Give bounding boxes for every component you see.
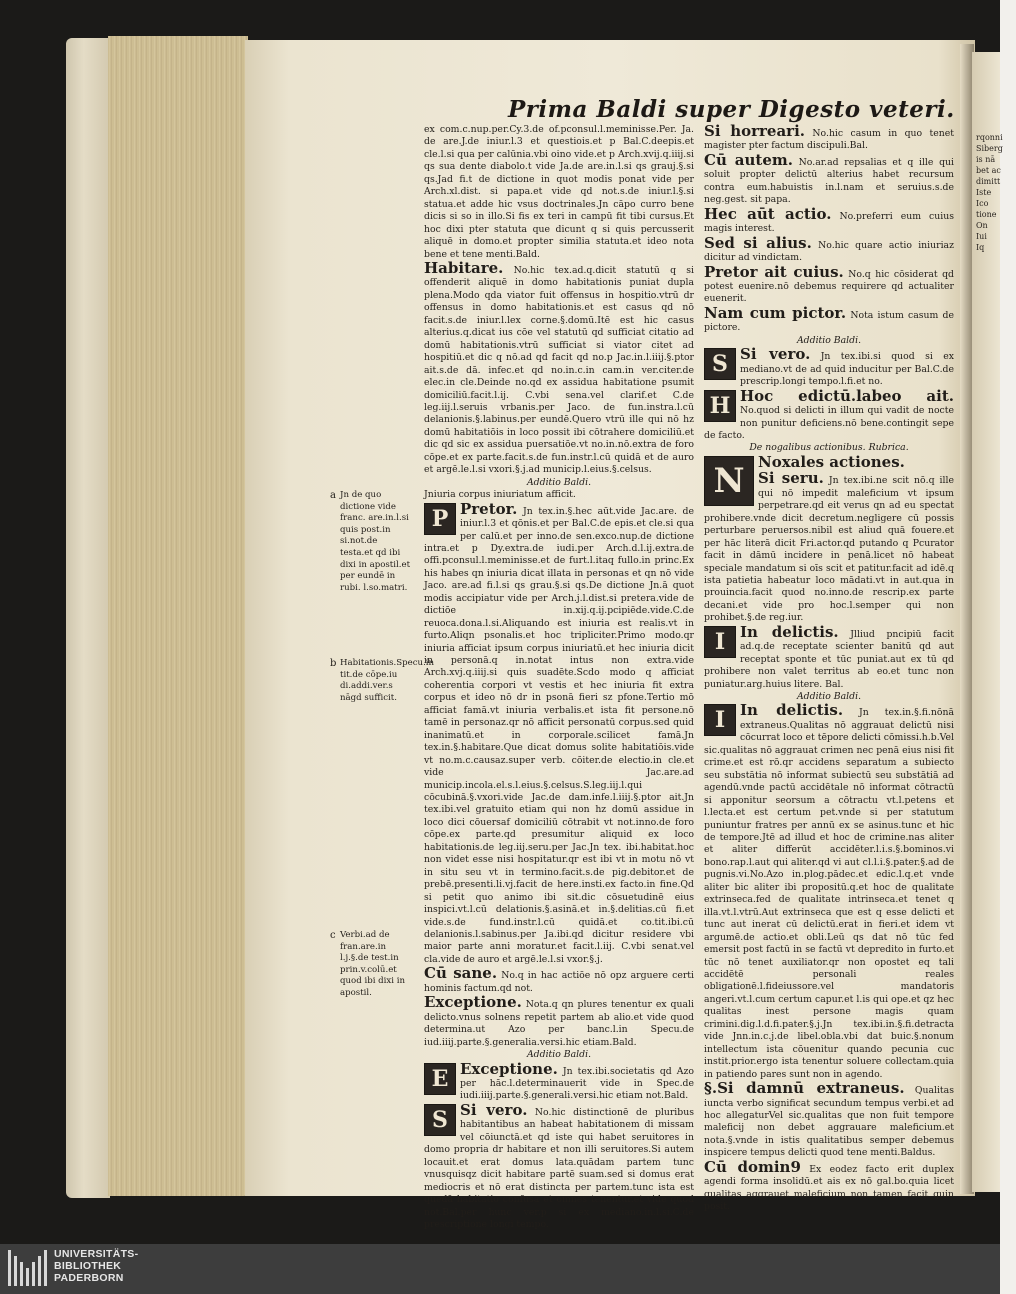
decorated-initial-s2: S	[704, 348, 736, 380]
decorated-initial-i: I	[704, 626, 736, 658]
decorated-initial-p: P	[424, 503, 456, 535]
lemma-si-seru: Si seru.	[758, 469, 824, 488]
lemma-pretor: Pretor.	[460, 499, 518, 518]
right-para-2	[704, 150, 954, 207]
decorated-initial-h: H	[704, 390, 736, 422]
library-logo-text	[54, 1248, 138, 1284]
text-cum-autem: No.ar.ad repsalias et q ille qui soluit propter delictū alterius habet recursum contra eum.habuistis in.l.nam et seruius.s.de neg.gest. sit papa.	[704, 156, 954, 206]
left-para-4	[424, 499, 694, 967]
lemma-pretor-ait: Pretor ait cuius.	[704, 262, 844, 281]
right-para-11	[704, 703, 954, 1081]
margin-marker-b: b	[330, 658, 337, 669]
lemma-cum-domin: Cū domin9	[704, 1157, 801, 1176]
margin-note-b: Habitationis.Specu.in tit.de cōpe.iu di.addi.ver.s nāgd sufficit.	[340, 658, 435, 703]
text-si-damnu: Qualitas iuncta verbo significat secundum tempus verbi.et ad hoc allegaturVel sic.qualitas que non fuit tempore maleficij non debet aggrauare maleficium.et nota.§.vnde in istis qualitatibus semper debemus inspicere tempus delicti quod tene menti.Baldus.	[704, 1085, 954, 1159]
text-si-seru: Jn tex.ibi.ne scit nō.q ille qui nō impedit maleficium vt ipsum perpetrare.qd eit verus qn ad eu spectat prohibere.vnde dicit decretum.negligere cū possis perturbare peruersos.nibil est aliud quā fouere.et per hāc literā dicit Fri.actor.qd putando q Pcurator facit in dāmū incidere in penā.licet nō habeat speciale mandatum si oīs scit et patitur.facit ad idē.q ista patietia habeatur loco mādati.vt in aut.qua in prouincia.facit quod no.inno.de rescrip.ex parte decani.et vide pro hoc.l.semper qui non prohibet.§.de reg.iur.	[704, 475, 954, 624]
decorated-initial-n: N	[704, 456, 754, 506]
page-fore-edge	[108, 36, 248, 1196]
right-para-13	[704, 1157, 954, 1214]
addition-heading-2: Additio Baldi.	[526, 1049, 592, 1061]
library-footer	[0, 1244, 1000, 1294]
text-pretor-ait: No.q hic cōsiderat qd potest euenire.nō debemus requirere qd actualiter euenerit.	[704, 268, 954, 305]
left-column	[424, 124, 694, 1231]
right-para-9	[704, 452, 954, 625]
lemma-si-vero: Si vero.	[460, 1100, 528, 1119]
text-si-vero-right: Jn tex.ibi.si quod si ex mediano.vt de ad quid inducitur per Bal.C.de prescrip.longi tempo.l.fi.et no.	[740, 351, 954, 388]
right-column	[704, 124, 954, 1214]
rubric-title: De nogalibus actionibus.	[749, 442, 866, 454]
text-cum-sane: No.q in hac actiōe nō opz arguere certi hominis factum.qd not.	[424, 970, 694, 994]
text-si-horreari: No.hic casum in quo tenet magister pter factum discipuli.Bal.	[704, 128, 954, 152]
book-cover-edge	[66, 38, 110, 1198]
left-para-7	[424, 1059, 694, 1103]
text-hec-aut: No.preferri eum cuius magis interest.	[704, 210, 954, 235]
library-logo-icon	[8, 1250, 50, 1286]
lemma-habitare: Habitare.	[424, 258, 504, 277]
text-exceptione-1: Nota.q qn plures tenentur ex quali delicto.vnus solnens repetit partem ab alio.et vide quod determina.ut Azo per banc.l.in Specu.de iud.iiij.parte.§.generalia.versi.hic etiam.Bald.	[424, 999, 694, 1048]
lemma-si-horreari: Si horreari.	[704, 122, 806, 140]
right-para-5	[704, 262, 954, 306]
decorated-initial-e: E	[424, 1063, 456, 1095]
right-addition-heading-1: Additio Baldi.	[796, 334, 862, 346]
lemma-cum-sane: Cū sane.	[424, 964, 498, 983]
lemma-si-damnu: §.Si damnū extraneus.	[704, 1079, 905, 1098]
text-sed-si-alius: No.hic quare actio iniuriaz dicitur ad vindictam.	[704, 239, 954, 264]
running-head: Prima Baldi super Digesto veteri.	[508, 96, 955, 123]
text-hoc-edictu: No.quod si delicti in illum qui vadit de nocte non punitur deficiens.nō bene.contingit sepe de facto.	[704, 405, 954, 441]
lemma-si-vero-right: Si vero.	[740, 345, 811, 364]
lemma-in-delictis-1: In delictis.	[740, 622, 839, 641]
text-habitare: No.hic tex.ad.q.dicit statutū q si offenderit aliquē in domo habitationis puniat dupla plena.Modo qda viator fuit offensus in hospitio.vtrū dr offensus in domo habitationis.et est casus qd nō facit.s.de iniur.l.lex corne.§.domū.Itē est hic casus alterius.q.dicat ius cōe vel statutū qd sufficiat citatio ad domū habitationis.vtrū sufficiat si viator citet ad hospitiū.et dic q nō.ad qd facit qd no.p Jac.in.l.iiij.§.ptor ait.s.de dā. infec.et qd no.in.c.in cam.in ver.citer.de elec.in cle.Deinde no.qd ex assidua habitatione psumit domiciliū.facit.l.ij. C.vbi sena.vel clarif.et C.de leg.iij.l.seruis vrbanis.per Jaco. de fun.instra.l.cū delanionis.§.labinus.per eundē.Quero vtrū ille qui nō hz domū habitatiōis in loco possit ibi cōtrahere domiciliū.et dic qd sic ex assidua puersatiōe.vt no.in.nō.extra de foro cōpe.et ex parte.facit.s.de fun.instr.l.cū quidā et de auro et argē.le.l.si vxori.§.j.ad municip.l.eius.§.celsus.	[424, 264, 694, 476]
right-para-10	[704, 622, 954, 691]
left-para-1: ex com.c.nup.per.Cy.3.de of.pconsul.l.meminisse.Per. Ja. de are.J.de iniur.l.3 et questiois.et p Bal.C.deepis.et cle.l.si qua per calūnia.vbi oino vide.et p Arch.xvij.q.iiij.si qs sua dente diabolo.t vide Ja.de are.in.l.si qs grauj.§.si qs.Jad fi.t de dictione in quot modis ponat vide per Arch.xl.dist. si papa.et vide qd not.s.de iniur.l.§.si statua.et adde hic vsus doctrinales.Jn cāpo curro bene dicis si so in illo.Si fis ex teri in campū fit tibi cursus.Et hoc dixi pter statuta que dicunt q si quis percusserit aliquē in domo.et propter similia statuta.et ideo nota bene et tene menti.Bald.	[424, 124, 694, 260]
lemma-exceptione-2: Exceptione.	[460, 1059, 558, 1078]
left-para-5	[424, 966, 694, 995]
lemma-hoc-edictu: Hoc edictū.labeo ait.	[740, 386, 954, 405]
margin-marker-a: a	[330, 490, 336, 501]
lemma-cum-autem: Cū autem.	[704, 150, 793, 169]
logo-line-1: UNIVERSITÄTS-	[54, 1248, 139, 1260]
lemma-nam-cum: Nam cum pictor.	[704, 303, 847, 322]
decorated-initial-i2: I	[704, 704, 736, 736]
text-si-vero: No.hic distinctionē de pluribus habitantibus an habeat habitationem di missam vel cōiunctā.et qd iste qui habet seruitores in domo propria dr habitare et non illi seruitores.Si autem locauit.et erat domus lata.quādam partem tunc vnusquisqz dicit habitare partē suam.sed si domus erat mediocris et nō erat distincta per partem.tunc ista est quedā habitatio confusa et omnes tenentur.et vide quod not.Bal.per hunc ver.p si ex mediano.in.l.si.C.de prescriptione longi tempo.	[424, 1106, 694, 1230]
right-para-12	[704, 1081, 954, 1160]
left-para-8	[424, 1100, 694, 1232]
right-para-7	[704, 347, 954, 388]
logo-line-2: BIBLIOTHEK	[54, 1260, 122, 1272]
right-para-4	[704, 233, 954, 265]
text-in-delictis-2: Jn tex.in.§.fi.nōnā extraneus.Qualitas nō aggrauat delictū nisi cōcurrat loco et tēpore delicti cōmissi.h.b.Vel sic.qualitas nō aggrauat crimen nec penā eius nisi fit crime.et est rō.qr accidens separatum a subiecto seu substātia nō informat subiectū seu substātiā ad agendū.vnde pactū accidētale nō informat cōtractū si apponitur seorsum a cōtractu vt.l.petens et l.lecta.et est certum pet.vnde si per statutum puniuntur fratres per annū ex se asinus.tunc et hic de tempore.Jtē ad illud et hoc de crimine.nas aliter et aliter differūt accidēter.l.i.s.§.bominos.vi bono.rap.l.aut qui aliter.qd vi aut cl.l.i.§.pater.§.ad de pugnis.vi.No.Azo in.plog.pādec.et edic.l.q.et vnde aliter bic aliter ibi propositū.q.et hoc de qualitate extrinseca.fed de qualitate intrinseca.et tenet q illa.vt.l.vtrū.Aut extrinseca que est q esse delicti et tunc aut inerat cū delictū.erat in fieri.et idem vt argumē.de actio.et obli.Leū qs dat nō tūc fed emersit post factū in se factū vt depredito in furto.et tūc nō tenet auxiliator.qr non opostet eq tali accidētē personali reales obligationē.l.fideiussore.vel mandatoris angeri.vt.l.cum certum capur.et l.is qui ope.et qz hec qualitas inest persone magis quam crimini.dig.l.d.fi.pater.§.j.Jn tex.ibi.in.§.fi.detracta vide Jnn.in.c.j.de libel.obla.vbi dat buic.§.nonum intellectum ista cōuenitur quando pecunia cuc instit.prior.ergo ista tenentur soluere collectam.quia in patiendo pares sunt non in agendo.	[704, 707, 954, 1080]
decorated-initial-s: S	[424, 1104, 456, 1136]
lemma-in-delictis-2: In delictis.	[740, 701, 844, 720]
right-para-6	[704, 303, 954, 335]
margin-marker-c: c	[330, 930, 336, 941]
facing-page	[972, 52, 1003, 1192]
left-para-3: Jniuria corpus iniuriatum afficit.	[424, 489, 576, 501]
text-nam-cum: Nota istum casum de pictore.	[704, 309, 954, 334]
left-para-6	[424, 995, 694, 1049]
right-para-1	[704, 124, 954, 153]
right-para-8	[704, 386, 954, 443]
margin-note-a: Jn de quo dictione vide franc. are.in.l.si quis post.in si.not.de testa.et qd ibi dixi in apostil.et per eundē in rubi. l.so.matri.	[340, 490, 411, 593]
lemma-noxales: Noxales actiones.	[758, 452, 905, 471]
text-cum-domin: Ex eodez facto erit duplex agendi forma insolidū.et ais ex nō gal.bo.quia licet qualitas aggrauet maleficium non tamen facit quin posit.	[704, 1163, 954, 1213]
text-in-delictis-1: Jlliud pncipiū facit ad.q.de receptate scienter banitū qd aut receptat sponte et tūc puniat.aut ex tū qd prohibere non valet territus ab eo.et tunc non puniatur.arg.huius litere. Bal.	[704, 628, 954, 690]
rubric-label: Rubrica.	[868, 442, 909, 454]
margin-note-c: Verbi.ad de fran.are.in l.j.§.de test.in prin.v.colū.et quod ibi dixi in apostil.	[340, 930, 406, 998]
lemma-exceptione-1: Exceptione.	[424, 993, 522, 1012]
addition-heading-1: Additio Baldi.	[526, 476, 592, 488]
text-pretor: Jn tex.in.§.hec aūt.vide Jac.are. de iniur.l.3 et qōnis.et per Bal.C.de epis.et cle.si qua per calū.et per inno.de sen.exco.nup.de dictione intra.et p Dy.extra.de iudi.per Arch.d.l.ij.extra.de offi.pconsul.l.meminisse.et de furt.l.itaq fullo.in princ.Ex his habes qn iniuria dicat illata in personas et qn nō vide Jaco. are.ad fi.l.si qs grau.§.si qs.De dictione Jn.ā quot modis accipiatur vide per Arch.j.l.dist.si pretera.vide de dictiōe in.xij.q.ij.pcipiēde.vide.C.de reuoca.dona.l.si.Aliquando est iniuria est realis.vt in furto.Aliqn psonalis.et hoc tripliciter.Primo modo.qr iniuria afficiat ipsum corpus iniuriatū.et hec iniuria dicit in personā.q in.notat intus non extra.vide Arch.xvj.q.iiij.si quis suadēte.Scdo modo q afficiat coherentia corpori vt vestis et hec iniuria fit extra corpus et ideo nō dr in psonā fieri sz pfone.Tertio mō afficiat famā.vt iniuria verbalis.et ista fit persone.nō tamē in personaz.qr nō afficit personatū corpus.sed quid inanimatū.et in corporale.scilicet famā.Jn tex.in.§.habitare.Que dicat domus solite habitatiōis.vide vt no.m.c.causaz.super verb. cōiter.de electio.in cle.et vide Jac.are.ad municip.incola.el.s.l.eius.§.celsus.S.leg.iij.l.qui cōcubinā.§.vxori.vide Jac.de dam.infe.l.iiij.§.ptor ait.Jn tex.ibi.vel gratuito etiam qui non hz domū assidue in loco dici cōuersaf domiciliū cōtrabit vt not.inno.de foro cōpe.ex parte.qd presumitur aliquid ex loco habitationis.de leg.iij.seru.per Jac.Jn tex. ibi.habitat.hoc non videt esse nisi hospitatur.qr est ibi vt in motu nō vt in situ seu vt in termino.facit.s.de pig.debitor.et de prebē.presenti.li.vj.facit de here.insti.ex facto.in fine.Qd si petit quo animo ibi sit.dic cōsuetudinē eius inspici.vt.l.cū delationis.§.asinā.et in.§.delitias.cū fi.et vide.s.de fund.instr.l.cū quidā.et co.tit.ibi.cū delanionis.l.sabinus.per Ja.ibi.qd dicitur residere vbi maior parte anni moratur.et facit.l.iij. C.vbi senat.vel cla.vide de auro et argē.le.l.si vxor.§.j.	[424, 505, 694, 965]
lemma-sed-si-alius: Sed si alius.	[704, 233, 812, 252]
right-para-3	[704, 204, 954, 236]
text-exceptione-2: Jn tex.ibi.societatis qd Azo per hāc.l.determinauerit vide in Spec.de iudi.iiij.parte.§.generali.versi.hic etiam not.Bald.	[460, 1065, 694, 1102]
lemma-hec-aut: Hec aūt actio.	[704, 204, 832, 223]
left-para-2	[424, 258, 694, 477]
facing-page-text: rqonni Siberg is nā bet ac dimitt Iste Ico tione On Iui Iq	[976, 133, 1003, 252]
right-addition-heading-2: Additio Baldi.	[796, 691, 862, 703]
logo-line-3: PADERBORN	[54, 1272, 124, 1284]
